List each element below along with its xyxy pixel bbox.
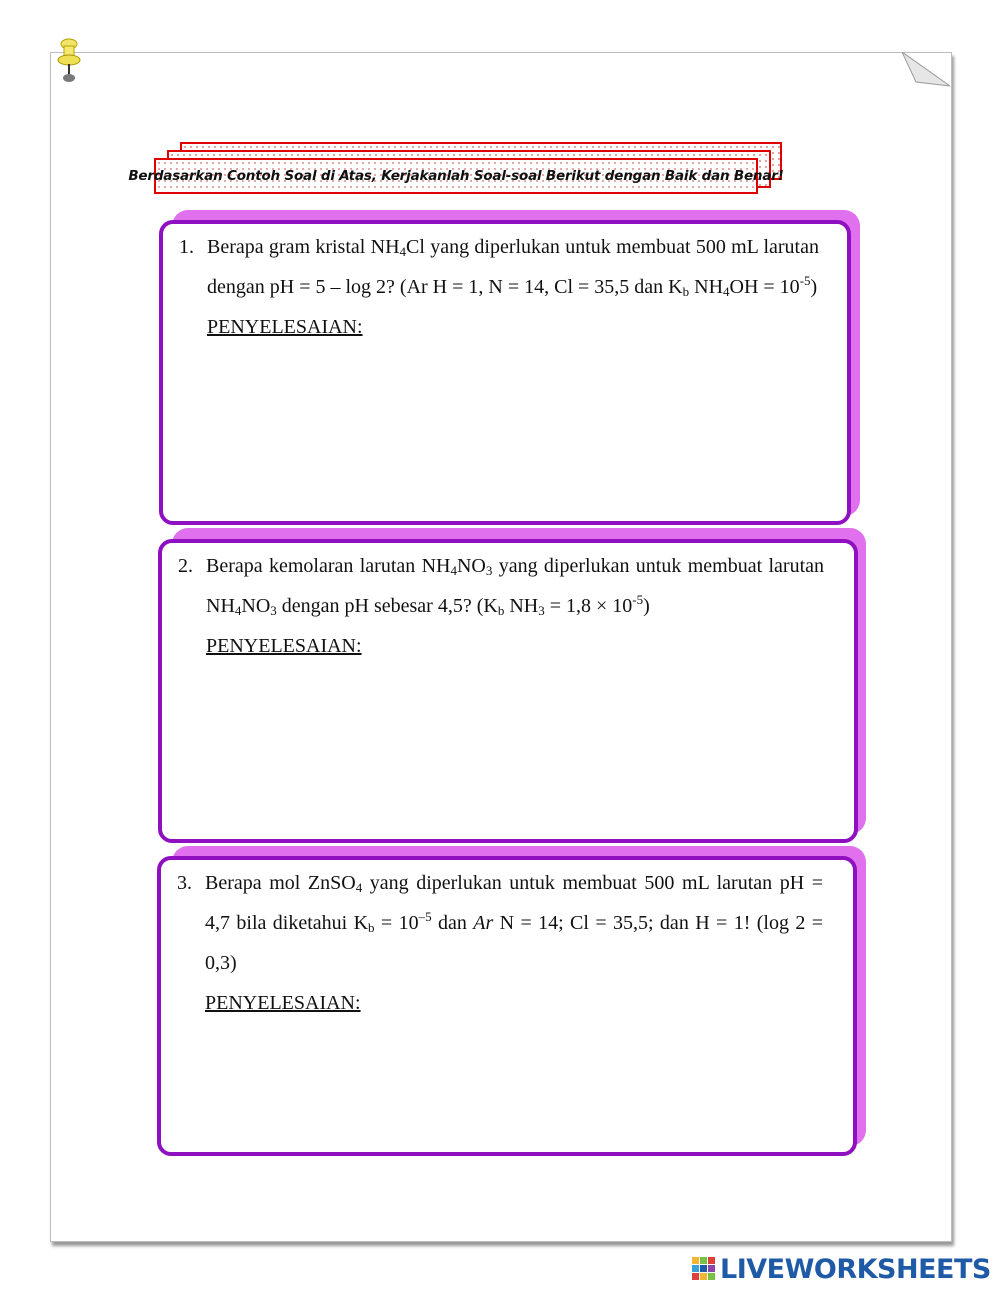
page-fold-icon <box>902 52 950 88</box>
question-1-content <box>179 227 819 347</box>
question-3-content <box>177 863 823 1023</box>
question-number: 2. <box>178 555 193 577</box>
question-number: 3. <box>177 872 192 894</box>
question-2-text: Berapa kemolaran larutan $NH_4NO_3$ yang diperlukan untuk membuat larutan $NH_4NO_3$ dengan pH sebesar 4,5? ($K_b$ $NH_3 = 1,8 \times 10^{-5}$) <box>206 555 824 618</box>
liveworksheets-logo-icon <box>692 1257 716 1281</box>
question-1-text: Berapa gram kristal $NH_4Cl$ yang diperlukan untuk membuat 500 mL larutan dengan pH = 5 – log 2? (Ar H = 1, N = 14, Cl = 35,5 dan $K_b$ $NH_4OH = 10^{-5}$) <box>207 236 819 299</box>
instruction-text: Berdasarkan Contoh Soal di Atas, Kerjakanlah Soal-soal Berikut dengan Baik dan Benar! <box>128 168 784 184</box>
instruction-banner <box>128 158 784 194</box>
question-3-text: Berapa mol ZnSO$_4$ yang diperlukan untuk membuat 500 mL larutan pH = 4,7 bila diketahui $K_b = 10^{-5}$ dan Ar N = 14; Cl = 35,5; dan H = 1! (log 2 = 0,3) <box>205 872 824 974</box>
solution-label: PENYELESAIAN: <box>205 992 361 1014</box>
question-number: 1. <box>179 236 194 258</box>
solution-label: PENYELESAIAN: <box>207 316 363 338</box>
question-2-content <box>178 546 824 666</box>
pushpin-icon <box>54 38 84 84</box>
brand-name: LIVEWORKSHEETS <box>720 1253 991 1285</box>
liveworksheets-brand[interactable] <box>692 1252 991 1286</box>
solution-label: PENYELESAIAN: <box>206 635 362 657</box>
